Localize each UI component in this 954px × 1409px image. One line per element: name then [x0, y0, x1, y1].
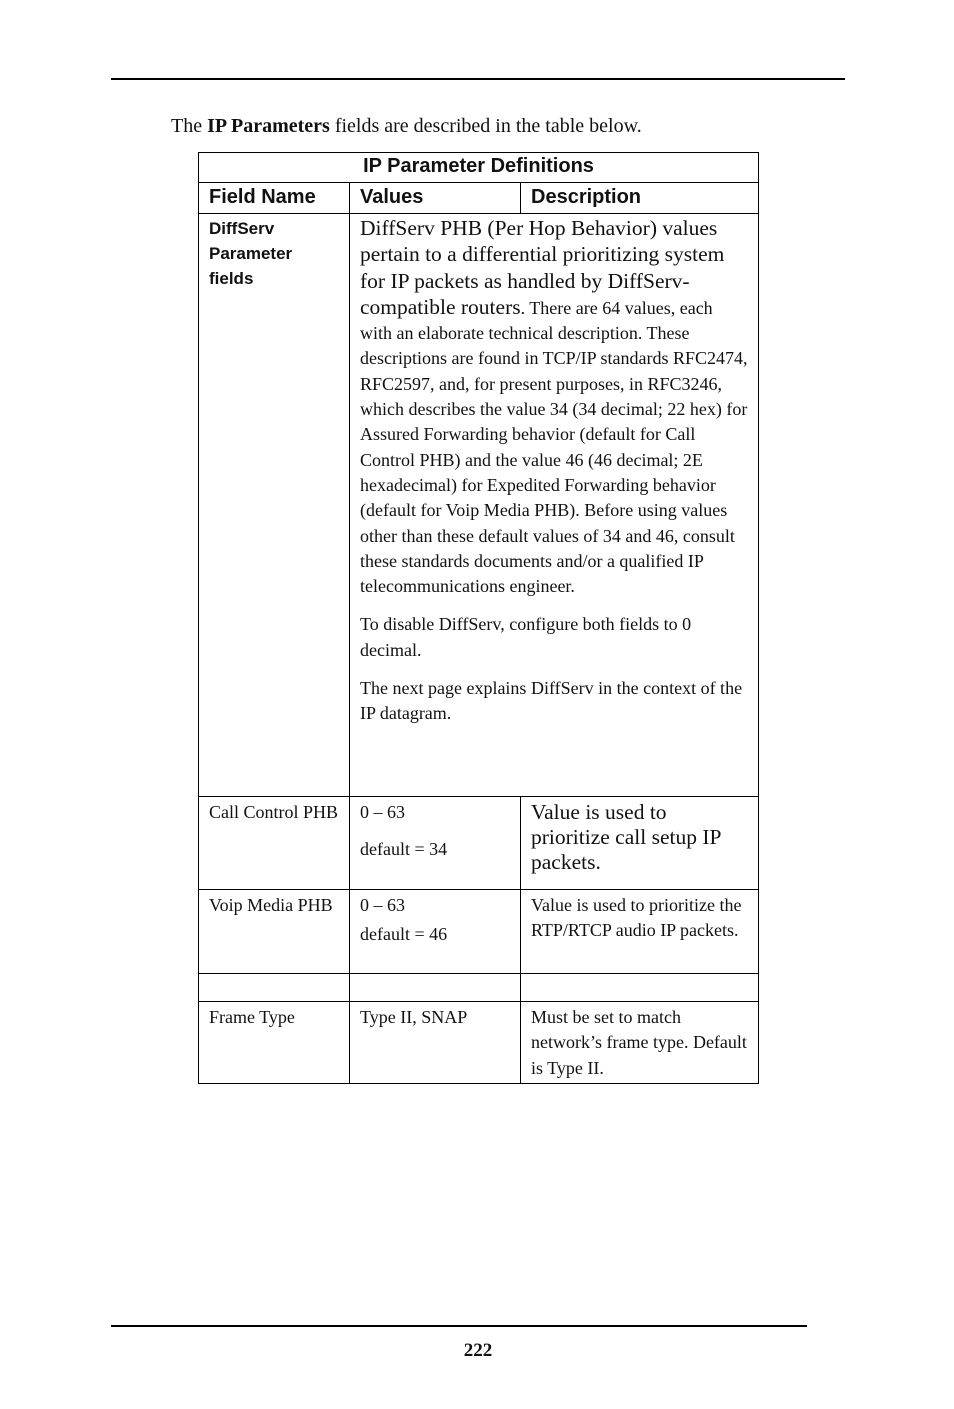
table-header-row: [199, 183, 759, 214]
page-number: 222: [463, 1340, 493, 1361]
table-row-call-control: [199, 797, 759, 890]
table-row-voip-media: [199, 890, 759, 974]
footer-rule: [111, 1325, 807, 1327]
voip-media-default: default = 46: [360, 924, 448, 945]
diffserv-description-intro: DiffServ PHB (Per Hop Behavior) values pertain to a differential prioritizing system for IP packets as handled by DiffServ-compatible routers: [360, 216, 725, 319]
diffserv-description-cell: [350, 214, 759, 797]
empty-cell: [350, 974, 521, 1002]
diffserv-next-page-note: The next page explains DiffServ in the context of the IP datagram.: [360, 678, 743, 724]
call-control-default: default = 34: [360, 839, 448, 860]
call-control-description: Value is used to prioritize call setup IP packets.: [521, 797, 759, 890]
diffserv-disable-note: To disable DiffServ, configure both fields to 0 decimal.: [360, 614, 692, 660]
voip-media-values: [350, 890, 521, 974]
intro-prefix: The: [171, 115, 208, 137]
frame-type-field-name: Frame Type: [199, 1002, 350, 1084]
table-row-diffserv: [199, 214, 759, 797]
empty-cell: [199, 974, 350, 1002]
intro-sentence: [171, 113, 642, 139]
ip-parameter-definitions-table: [198, 152, 759, 1084]
frame-type-description: Must be set to match network’s frame type. Default is Type II.: [521, 1002, 759, 1084]
header-field-name: Field Name: [199, 183, 350, 214]
intro-bold-term: IP Parameters: [207, 115, 330, 137]
header-values: Values: [350, 183, 521, 214]
diffserv-description: [360, 216, 748, 599]
diffserv-field-name: DiffServ Parameter fields: [199, 214, 350, 797]
empty-cell: [521, 974, 759, 1002]
call-control-field-name: Call Control PHB: [199, 797, 350, 890]
voip-media-range: 0 – 63: [360, 895, 405, 915]
voip-media-description: Value is used to prioritize the RTP/RTCP audio IP packets.: [521, 890, 759, 974]
call-control-range: 0 – 63: [360, 802, 405, 822]
intro-suffix: fields are described in the table below.: [329, 115, 642, 137]
table-title-row: [199, 153, 759, 183]
call-control-values: [350, 797, 521, 890]
header-rule: [111, 78, 845, 80]
table-title: IP Parameter Definitions: [199, 153, 759, 183]
frame-type-values: Type II, SNAP: [350, 1002, 521, 1084]
table-row-frame-type: [199, 1002, 759, 1084]
voip-media-field-name: Voip Media PHB: [199, 890, 350, 974]
header-description: Description: [521, 183, 759, 214]
diffserv-description-detail: . There are 64 values, each with an elaborate technical description. These descriptions are found in TCP/IP standards RFC2474, RFC2597, and, for present purposes, in RFC3246, which describes the value 34 (34 decimal; 22 hex) for Assured Forwarding behavior (default for Call Control PHB) and the value 46 (46 decimal; 2E hexadecimal) for Expedited Forwarding behavior (default for Voip Media PHB). Before using values other than these default values of 34 and 46, consult these standards documents and/or a qualified IP telecommunications engineer.: [360, 297, 748, 597]
table-row-empty: [199, 974, 759, 1002]
